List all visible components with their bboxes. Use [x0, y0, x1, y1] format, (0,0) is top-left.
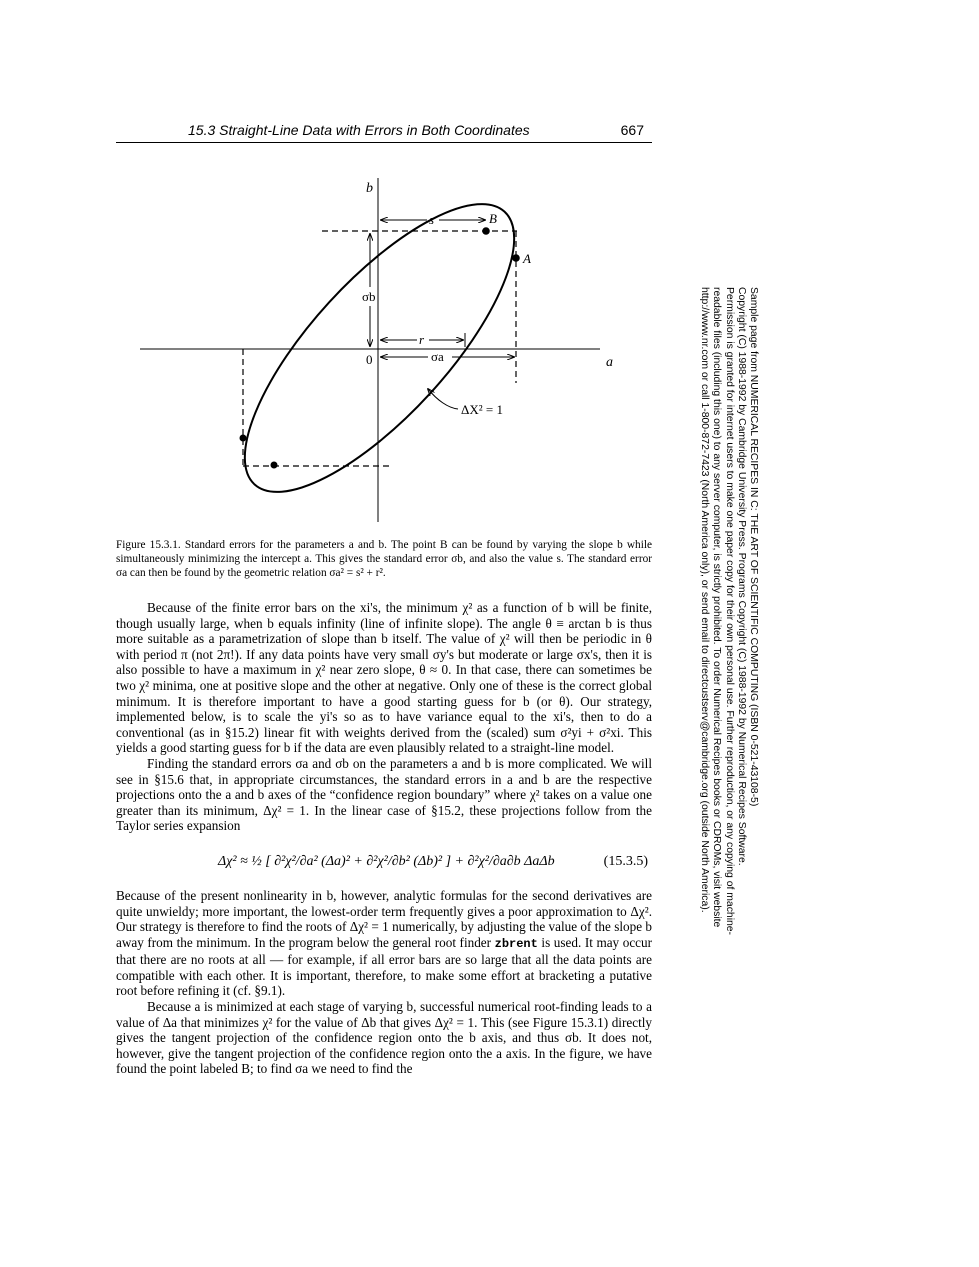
- sidebar-line: readable files (including this one) to any server computer, is strictly prohibited. To order Numerical Recipes books or CDROMs, visit website: [711, 287, 723, 928]
- paragraph-2: Finding the standard errors σa and σb on the parameters a and b is more complicated. We will see in §15.6 that, in appropriate circumstances, the standard errors in a and b are the respective projections onto the a and b axes of the “confidence region boundary” where χ² takes on a value one greater than its minimum, Δχ² = 1. In the linear case of §15.2, these projections follow from the Taylor series expansion: [116, 755, 652, 834]
- sigma-a-label: σa: [431, 349, 444, 364]
- A-label: A: [523, 251, 531, 266]
- equation-15-3-5: [116, 840, 652, 884]
- sidebar-line: Copyright (C) 1988-1992 by Cambridge University Press. Programs Copyright (C) 1988-1992 by Numerical Recipes Software.: [735, 287, 747, 866]
- sidebar-line: http://www.nr.com or call 1-800-872-7423 (North America only), or send email to directcustserv@cambridge.org (outside North America).: [699, 287, 711, 913]
- paragraph-3b: is used. It may occur that there are no roots at all — for example, if all error bars are so large that all the data points are compatible with each other. It is important, therefore, to make some effort at bracketing a putative root before refining it (cf. §9.1).: [116, 934, 653, 999]
- figure-caption: Figure 15.3.1. Standard errors for the parameters a and b. The point B can be found by varying the slope b while simultaneously minimizing the intercept a. This gives the standard error σb, and also the value s. The standard error σa can then be found by the geometric relation σa² = s² + r².: [116, 539, 652, 579]
- zbrent-code: zbrent: [494, 936, 538, 951]
- sigma-b-label: σb: [362, 289, 376, 304]
- paragraph-1: Because of the finite error bars on the xi's, the minimum χ² as a function of b will be finite, though usually large, when b equals infinity (line of infinite slope). The angle θ ≡ arctan b is thus more suitable as a parametrization of slope than b itself. The value of χ² will then be periodic in θ with period π (not 2π!). If any data points have very small σy's but moderate or large σx's, then it is also possible to have a maximum in χ² near zero slope, θ ≈ 0. In that case, there can sometimes be two χ² minima, one at positive slope and the other at negative. Only one of these is the correct global minimum. It is therefore important to have a good starting guess for b (or θ). Our strategy, implemented below, is to scale the yi's so as to have variance equal to the xi's, then to do a conventional (as in §15.2) linear fit with weights derived from the (scaled) sum σ²yi + σ²xi. This yields a good starting guess for b if the data are even plausibly related to a straight-line model.: [116, 600, 652, 756]
- section-title: 15.3 Straight-Line Data with Errors in Both Coordinates: [188, 122, 530, 138]
- page-number: 667: [620, 122, 644, 138]
- equation-number: (15.3.5): [603, 854, 648, 870]
- point-bottom: [271, 462, 278, 469]
- point-A: [512, 254, 520, 262]
- equation-expression: Δχ² ≈ ½ [ ∂²χ²/∂a² (Δa)² + ∂²χ²/∂b² (Δb)² ] + ∂²χ²/∂a∂b ΔaΔb: [218, 854, 555, 870]
- confidence-ellipse: [204, 166, 554, 531]
- B-label: B: [489, 211, 497, 226]
- copyright-sidebar: [698, 287, 759, 936]
- s-label: s: [429, 212, 435, 227]
- figure-15-3-1: [0, 0, 979, 540]
- paragraph-3: [116, 888, 652, 999]
- paragraph-3a: Because of the present nonlinearity in b, however, analytic formulas for the second derivatives are quite unwieldy; more important, the lowest-order term frequently gives a poor approximation to Δχ². Our strategy is therefore to find the roots of Δχ² = 1 numerically, by adjusting the value of the slope b away from the minimum. In the program below the general root finder: [116, 887, 652, 950]
- delta-chi-label: ΔΧ² = 1: [461, 402, 503, 417]
- r-label: r: [419, 332, 425, 347]
- a-axis-label: a: [606, 355, 613, 370]
- b-axis-label: b: [366, 181, 373, 196]
- origin-label: 0: [366, 352, 373, 367]
- sidebar-line: Permission is granted for internet users to make one paper copy for their own personal use. Further reproduction, or any copying of machine-: [723, 287, 735, 936]
- sidebar-line: Sample page from NUMERICAL RECIPES IN C: THE ART OF SCIENTIFIC COMPUTING (ISBN 0-521-43108-5): [748, 287, 759, 807]
- point-left: [240, 435, 247, 442]
- body-text: [116, 600, 652, 1077]
- point-B: [482, 227, 490, 235]
- paragraph-4: Because a is minimized at each stage of varying b, successful numerical root-finding leads to a value of Δa that minimizes χ² for the value of Δb that gives Δχ² = 1. This (see Figure 15.3.1) directly gives the tangent projection of the confidence region onto the b axis, and thus σb. It does not, however, give the tangent projection of the confidence region onto the a axis. In the figure, we have found the point labeled B; to find σa we need to find the: [116, 999, 652, 1077]
